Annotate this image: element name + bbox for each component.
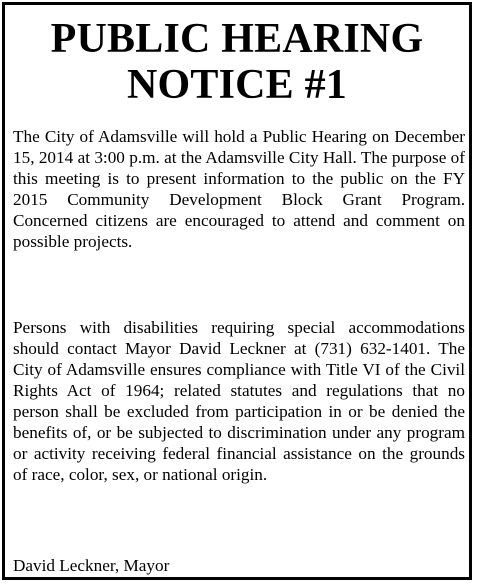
public-hearing-notice [2,2,472,580]
accommodations-compliance-paragraph: Persons with disabilities requiring special accommodations should contact Mayor David Leckner at (731) 632-1401. The City of Adamsville ensures compliance with Title VI of the Civil Rights Act of 1964; related statutes and regulations that no person shall be excluded from participation in or be denied the benefits of, or be subjected to discrimination under any program or activity receiving federal financial assistance on the grounds of race, color, sex, or national origin. [13,318,465,484]
hearing-announcement-paragraph: The City of Adamsville will hold a Public Hearing on December 15, 2014 at 3:00 p.m. at the Adamsville City Hall. The purpose of this meeting is to present information to the public on the FY 2015 Community Development Block Grant Program. Concerned citizens are encouraged to attend and comment on possible projects. [13,127,465,251]
notice-title-line-1: PUBLIC HEARING [50,16,424,62]
notice-title-line-2: NOTICE #1 [126,62,347,108]
mayor-signature-line: David Leckner, Mayor [13,556,170,575]
